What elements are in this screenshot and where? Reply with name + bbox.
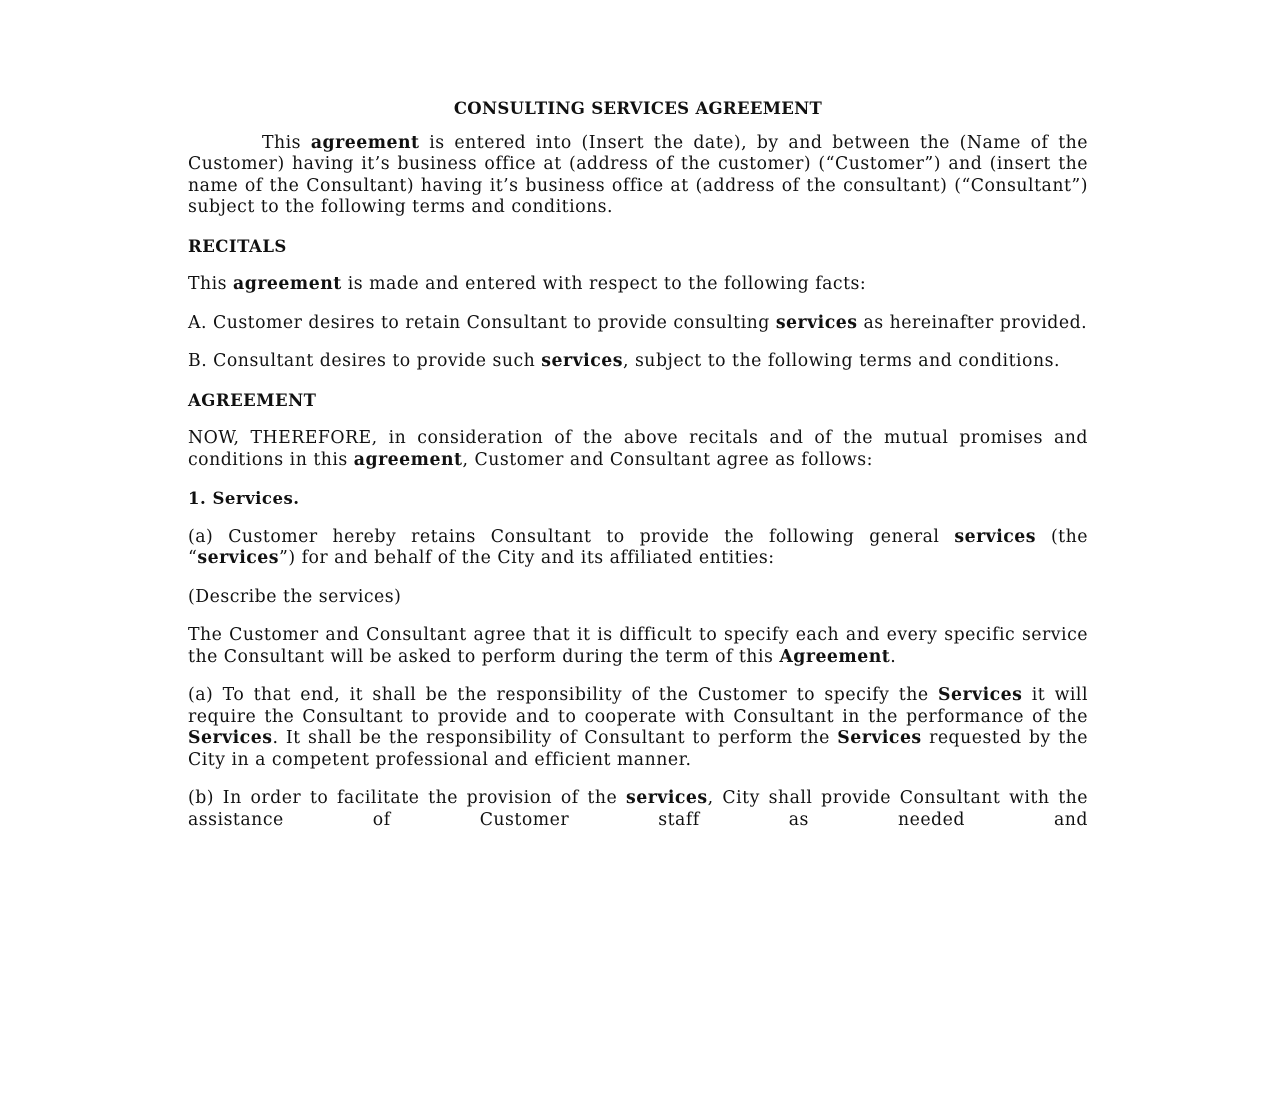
recital-b-paragraph: B. Consultant desires to provide such services, subject to the following terms and conditions.: [188, 351, 1060, 371]
recitals-heading: RECITALS: [188, 236, 287, 256]
recital-a-paragraph: A. Customer desires to retain Consultant to provide consulting services as hereinafter provided.: [188, 312, 1088, 333]
document-page: [188, 98, 1088, 831]
document-title: CONSULTING SERVICES AGREEMENT: [453, 99, 823, 118]
intro-paragraph: This agreement is entered into (Insert the date), by and between the (Name of the Customer) having it’s business office at (address of the customer) (“Customer”) and (insert the name of the Consultant) having it’s business office at (address of the consultant) (“Consultant”) subject to the following terms and conditions.: [188, 132, 1089, 217]
section-1-heading: 1. Services.: [188, 489, 300, 508]
now-therefore-paragraph: NOW, THEREFORE, in consideration of the above recitals and of the mutual promises and conditions in this agreement, Customer and Consultant agree as follows:: [188, 428, 1088, 470]
difficult-to-specify-paragraph: The Customer and Consultant agree that it is difficult to specify each and every specific service the Consultant will be asked to perform during the term of this Agreement.: [188, 625, 1088, 667]
section-1a-responsibility-paragraph: (a) To that end, it shall be the responsibility of the Customer to specify the Services it will require the Consultant to provide and to cooperate with Consultant in the performance of the Services. It shall be the responsibility of Consultant to perform the Services requested by the City in a competent professional and efficient manner.: [188, 685, 1088, 770]
section-1a-paragraph: (a) Customer hereby retains Consultant to provide the following general services (the “services”) for and behalf of the City and its affiliated entities:: [188, 526, 1088, 568]
agreement-heading: AGREEMENT: [188, 390, 317, 410]
section-1b-paragraph: (b) In order to facilitate the provision of the services, City shall provide Consultant with the assistance of Customer staff as needed and: [188, 788, 1089, 830]
describe-services-paragraph: (Describe the services): [188, 586, 402, 607]
recitals-intro-paragraph: This agreement is made and entered with respect to the following facts:: [188, 274, 867, 294]
